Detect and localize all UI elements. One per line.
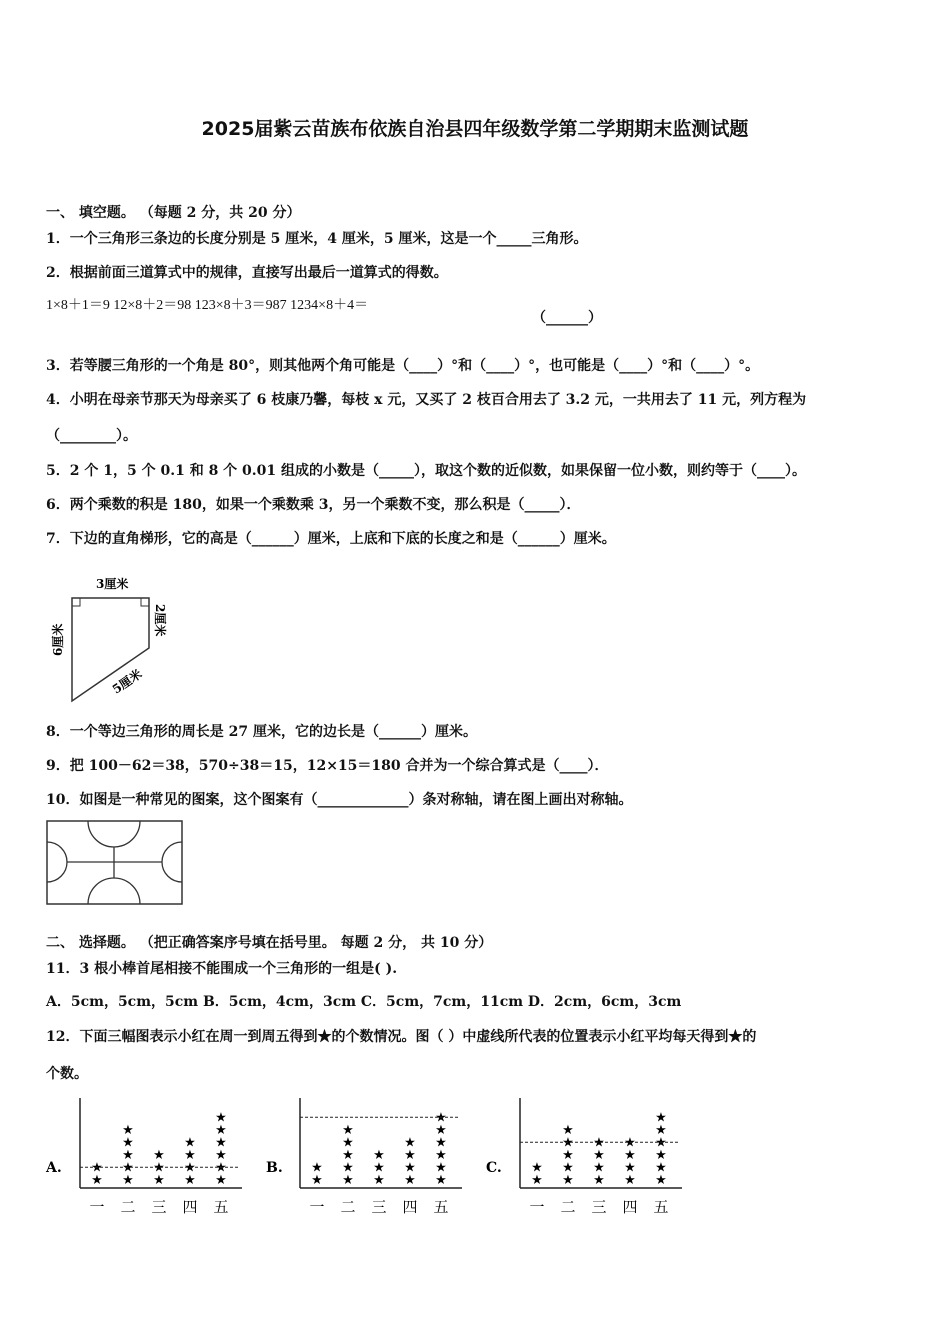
star-mark: ★ [435, 1110, 447, 1126]
court-pattern-figure [46, 820, 184, 906]
star-mark: ★ [184, 1135, 196, 1151]
star-chart-c [486, 1098, 682, 1216]
star-mark: ★ [184, 1160, 196, 1176]
star-mark: ★ [655, 1123, 667, 1138]
day-label: 四 [622, 1198, 638, 1216]
label-left: 6厘米 [51, 623, 65, 656]
day-label: 一 [89, 1198, 105, 1216]
star-mark: ★ [311, 1160, 323, 1176]
star-mark: ★ [655, 1173, 667, 1188]
day-label: 三 [151, 1198, 167, 1216]
section-2-heading: 二、 选择题。 （把正确答案序号填在括号里。 每题 2 分， 共 10 分） [46, 935, 493, 951]
star-mark: ★ [184, 1148, 196, 1163]
day-label: 五 [653, 1198, 669, 1216]
right-angle-mark-left [72, 598, 80, 606]
star-mark: ★ [311, 1173, 323, 1188]
star-chart-b [266, 1098, 462, 1216]
chart-option-label: A. [46, 1160, 62, 1176]
star-mark: ★ [122, 1148, 134, 1163]
star-mark: ★ [91, 1160, 103, 1176]
pattern-top-arc [88, 821, 140, 847]
star-mark: ★ [593, 1148, 605, 1163]
question-10: 10．如图是一种常见的图案，这个图案有（_____________）条对称轴，请在图上画出对称轴。 [46, 792, 633, 808]
question-7: 7．下边的直角梯形，它的高是（______）厘米，上底和下底的长度之和是（______）厘米。 [46, 531, 616, 547]
day-label: 五 [433, 1198, 449, 1216]
day-label: 四 [402, 1198, 418, 1216]
star-mark: ★ [215, 1110, 227, 1126]
star-mark: ★ [655, 1148, 667, 1163]
star-mark: ★ [655, 1110, 667, 1126]
star-mark: ★ [122, 1123, 134, 1138]
question-2: 2．根据前面三道算式中的规律，直接写出最后一道算式的得数。 [46, 265, 448, 281]
pattern-left-arc [47, 842, 67, 882]
star-mark: ★ [342, 1135, 354, 1151]
star-mark: ★ [435, 1123, 447, 1138]
question-6: 6．两个乘数的积是 180，如果一个乘数乘 3，另一个乘数不变，那么积是（_____）． [46, 497, 581, 513]
right-angle-mark-right [141, 598, 149, 606]
star-mark: ★ [435, 1148, 447, 1163]
star-mark: ★ [153, 1173, 165, 1188]
day-label: 四 [182, 1198, 198, 1216]
trapezoid-figure [44, 568, 184, 708]
star-mark: ★ [342, 1148, 354, 1163]
star-mark: ★ [404, 1173, 416, 1188]
star-mark: ★ [435, 1135, 447, 1151]
question-11-options: A．5cm，5cm，5cm B．5cm，4cm，3cm C．5cm，7cm，11cm D．2cm，6cm，3cm [46, 994, 682, 1010]
day-label: 二 [560, 1198, 576, 1216]
star-mark: ★ [215, 1123, 227, 1138]
question-2-answer-blank: （______） [532, 310, 602, 326]
star-charts [0, 1090, 950, 1230]
star-mark: ★ [342, 1160, 354, 1176]
star-mark: ★ [215, 1148, 227, 1163]
question-8: 8．一个等边三角形的周长是 27 厘米，它的边长是（______）厘米。 [46, 724, 477, 740]
star-mark: ★ [593, 1160, 605, 1176]
star-mark: ★ [624, 1173, 636, 1188]
star-mark: ★ [342, 1123, 354, 1138]
question-12-line-1: 12．下面三幅图表示小红在周一到周五得到★的个数情况。图（ ）中虚线所代表的位置表示小红平均每天得到★的 [46, 1029, 757, 1045]
pattern-bottom-arc [88, 878, 140, 904]
star-mark: ★ [153, 1160, 165, 1176]
day-label: 一 [529, 1198, 545, 1216]
star-mark: ★ [373, 1148, 385, 1163]
question-9: 9．把 100－62＝38，570÷38＝15，12×15＝180 合并为一个综合算式是（____）． [46, 758, 609, 774]
star-mark: ★ [373, 1160, 385, 1176]
star-mark: ★ [373, 1173, 385, 1188]
star-mark: ★ [562, 1135, 574, 1151]
question-5: 5．2 个 1，5 个 0.1 和 8 个 0.01 组成的小数是（_____），取这个数的近似数，如果保留一位小数，则约等于（____）。 [46, 463, 807, 479]
star-mark: ★ [215, 1135, 227, 1151]
star-mark: ★ [562, 1148, 574, 1163]
label-right: 2厘米 [153, 604, 167, 637]
chart-option-label: B. [266, 1160, 283, 1176]
chart-option-label: C. [486, 1160, 502, 1176]
page-title: 2025届紫云苗族布依族自治县四年级数学第二学期期末监测试题 [201, 118, 749, 140]
star-mark: ★ [153, 1148, 165, 1163]
question-12-line-2: 个数。 [46, 1066, 88, 1082]
star-mark: ★ [122, 1160, 134, 1176]
star-mark: ★ [531, 1160, 543, 1176]
day-label: 五 [213, 1198, 229, 1216]
star-mark: ★ [215, 1160, 227, 1176]
day-label: 一 [309, 1198, 325, 1216]
day-label: 三 [591, 1198, 607, 1216]
star-mark: ★ [184, 1173, 196, 1188]
star-chart-a [45, 1098, 242, 1216]
day-label: 二 [340, 1198, 356, 1216]
label-slant: 5厘米 [109, 666, 145, 697]
question-4-line-1: 4．小明在母亲节那天为母亲买了 6 枝康乃馨，每枝 x 元，又买了 2 枝百合用去了 3.2 元，一共用去了 11 元，列方程为 [46, 392, 807, 408]
star-mark: ★ [655, 1135, 667, 1151]
question-4-line-2: （________）。 [46, 428, 137, 444]
star-mark: ★ [404, 1160, 416, 1176]
question-2-equations: 1×8＋1＝9 12×8＋2＝98 123×8＋3＝987 1234×8＋4＝ [46, 298, 369, 313]
star-mark: ★ [122, 1135, 134, 1151]
star-mark: ★ [624, 1160, 636, 1176]
question-3: 3．若等腰三角形的一个角是 80°，则其他两个角可能是（____）°和（____）°，也可能是（____）°和（____）°。 [46, 358, 760, 374]
star-mark: ★ [562, 1123, 574, 1138]
star-mark: ★ [562, 1173, 574, 1188]
star-mark: ★ [593, 1173, 605, 1188]
pattern-right-arc [162, 842, 182, 882]
question-11: 11．3 根小棒首尾相接不能围成一个三角形的一组是( ). [46, 961, 398, 977]
star-mark: ★ [655, 1160, 667, 1176]
star-mark: ★ [435, 1173, 447, 1188]
star-mark: ★ [91, 1173, 103, 1188]
star-mark: ★ [404, 1135, 416, 1151]
day-label: 二 [120, 1198, 136, 1216]
star-mark: ★ [624, 1135, 636, 1151]
star-mark: ★ [122, 1173, 134, 1188]
star-mark: ★ [435, 1160, 447, 1176]
day-label: 三 [371, 1198, 387, 1216]
section-1-heading: 一、 填空题。 （每题 2 分，共 20 分） [46, 205, 301, 221]
star-mark: ★ [593, 1135, 605, 1151]
question-1: 1．一个三角形三条边的长度分别是 5 厘米，4 厘米，5 厘米，这是一个_____三角形。 [46, 231, 588, 247]
label-top: 3厘米 [96, 577, 129, 591]
star-mark: ★ [342, 1173, 354, 1188]
star-mark: ★ [404, 1148, 416, 1163]
star-mark: ★ [624, 1148, 636, 1163]
star-mark: ★ [562, 1160, 574, 1176]
star-mark: ★ [531, 1173, 543, 1188]
star-mark: ★ [215, 1173, 227, 1188]
